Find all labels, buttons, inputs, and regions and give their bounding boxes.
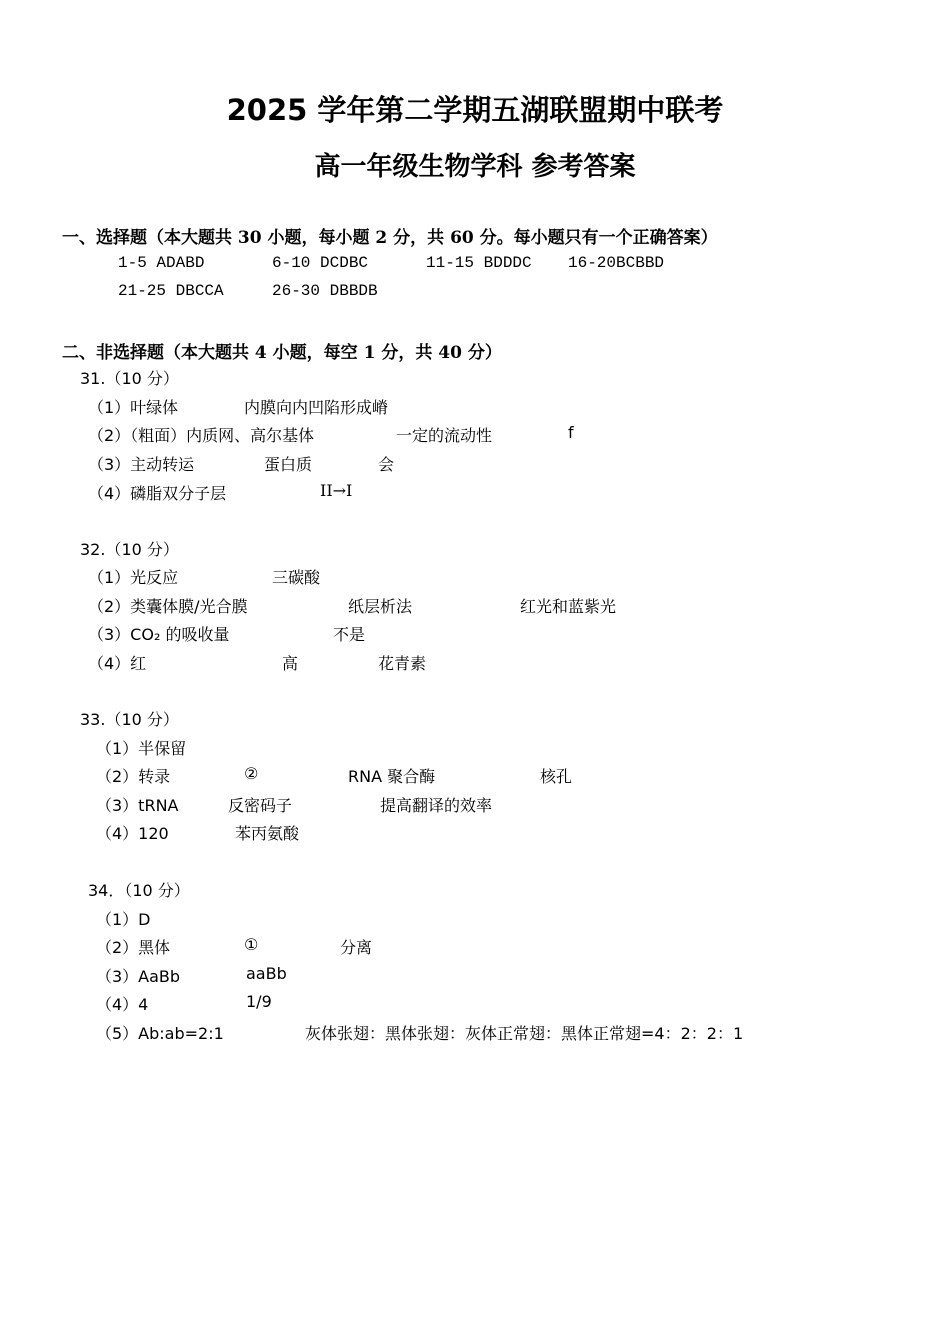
section1-heading: 一、选择题（本大题共 30 小题，每小题 2 分，共 60 分。每小题只有一个正确答案） bbox=[62, 228, 718, 248]
q31-answer-3c: 会 bbox=[378, 455, 395, 474]
q33-answer-4b: 苯丙氨酸 bbox=[235, 824, 300, 843]
q33-answer-3b: 反密码子 bbox=[228, 796, 293, 815]
q32-answer-2c: 红光和蓝紫光 bbox=[520, 597, 617, 616]
q31-answer-1a: （1）叶绿体 bbox=[88, 398, 179, 417]
q34-answer-4b: 1/9 bbox=[246, 992, 272, 1011]
q32-answer-4b: 高 bbox=[282, 654, 299, 673]
page-title: 2025 学年第二学期五湖联盟期中联考 bbox=[226, 93, 724, 127]
answer-range-1: 1-5 ADABD bbox=[118, 254, 205, 272]
q33-answer-2b: ② bbox=[244, 764, 259, 783]
answer-range-6: 26-30 DBBDB bbox=[272, 282, 378, 300]
section2-heading: 二、非选择题（本大题共 4 小题，每空 1 分，共 40 分） bbox=[62, 343, 502, 363]
q33-answer-2d: 核孔 bbox=[540, 767, 573, 786]
q31-answer-2b: 一定的流动性 bbox=[396, 426, 493, 445]
answer-range-3: 11-15 BDDDC bbox=[426, 254, 532, 272]
q31-answer-2a: （2）（粗面）内质网、高尔基体 bbox=[88, 426, 315, 445]
question-34-title: 34．（10 分） bbox=[88, 881, 190, 900]
q34-answer-1a: （1）D bbox=[96, 910, 151, 929]
q33-answer-1a: （1）半保留 bbox=[96, 739, 187, 758]
q34-answer-3a: （3）AaBb bbox=[96, 967, 181, 986]
q31-answer-4b: II→I bbox=[320, 481, 353, 500]
q31-answer-4a: （4）磷脂双分子层 bbox=[88, 484, 227, 503]
q32-answer-3a: （3）CO₂ 的吸收量 bbox=[88, 625, 230, 644]
q34-answer-3b: aaBb bbox=[246, 964, 287, 983]
q34-answer-5a: （5）Ab:ab=2:1 bbox=[96, 1024, 224, 1043]
page-subtitle: 高一年级生物学科 参考答案 bbox=[314, 152, 636, 182]
q33-answer-3a: （3）tRNA bbox=[96, 796, 179, 815]
q34-answer-2c: 分离 bbox=[340, 938, 373, 957]
answer-range-2: 6-10 DCDBC bbox=[272, 254, 369, 272]
q31-answer-1b: 内膜向内凹陷形成嵴 bbox=[244, 398, 389, 417]
q31-answer-3b: 蛋白质 bbox=[264, 455, 313, 474]
q33-answer-2a: （2）转录 bbox=[96, 767, 171, 786]
q32-answer-4a: （4）红 bbox=[88, 654, 147, 673]
q32-answer-4c: 花青素 bbox=[378, 654, 427, 673]
q32-answer-3b: 不是 bbox=[333, 625, 366, 644]
q33-answer-3c: 提高翻译的效率 bbox=[380, 796, 493, 815]
question-31-title: 31.（10 分） bbox=[80, 369, 179, 388]
q34-answer-5b: 灰体张翅：黑体张翅：灰体正常翅：黑体正常翅=4：2：2：1 bbox=[305, 1024, 744, 1043]
q34-answer-2a: （2）黑体 bbox=[96, 938, 171, 957]
q33-answer-2c: RNA 聚合酶 bbox=[348, 767, 436, 786]
q34-answer-2b: ① bbox=[244, 935, 259, 954]
q34-answer-4a: （4）4 bbox=[96, 995, 149, 1014]
q32-answer-1a: （1）光反应 bbox=[88, 568, 179, 587]
question-32-title: 32.（10 分） bbox=[80, 540, 179, 559]
q33-answer-4a: （4）120 bbox=[96, 824, 169, 843]
q32-answer-1b: 三碳酸 bbox=[272, 568, 321, 587]
question-33-title: 33.（10 分） bbox=[80, 710, 179, 729]
q32-answer-2b: 纸层析法 bbox=[348, 597, 413, 616]
q31-answer-3a: （3）主动转运 bbox=[88, 455, 195, 474]
q32-answer-2a: （2）类囊体膜/光合膜 bbox=[88, 597, 248, 616]
answer-range-4: 16-20BCBBD bbox=[568, 254, 665, 272]
answer-range-5: 21-25 DBCCA bbox=[118, 282, 224, 300]
q31-answer-2c: f bbox=[568, 423, 574, 442]
